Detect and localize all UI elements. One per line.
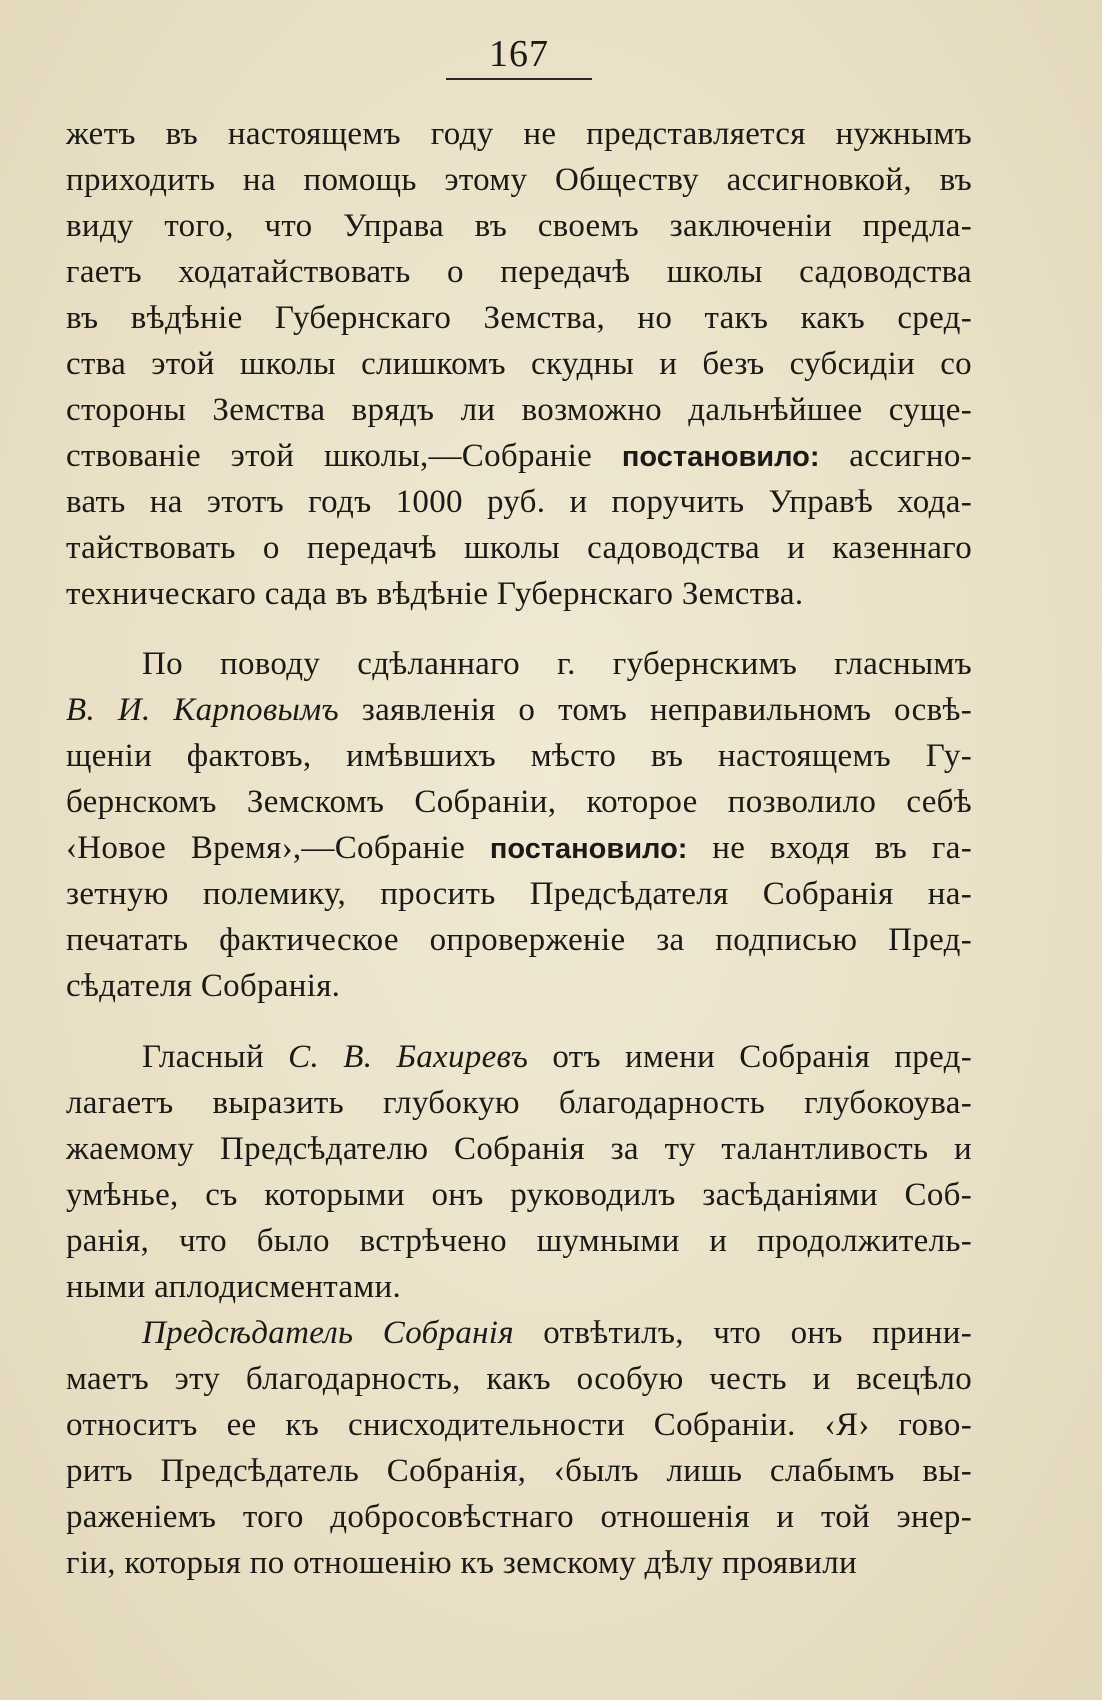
line-text: ствованiе этой школы,—Собранiе — [66, 438, 622, 474]
line-text: вать на этотъ годъ 1000 руб. и поручить Управѣ хода- — [66, 484, 972, 520]
page-number-rule — [446, 78, 592, 80]
text-line — [66, 1218, 972, 1264]
line-text: умѣнье, съ которыми онъ руководилъ засѣданiями Соб- — [66, 1177, 972, 1213]
text-line — [66, 963, 972, 1009]
text-line — [66, 871, 972, 917]
line-text: не входя въ га- — [687, 830, 972, 866]
line-text: Гласный — [142, 1039, 289, 1075]
text-line — [66, 571, 972, 617]
text-line — [66, 479, 972, 525]
text-line — [66, 687, 972, 733]
text-line — [66, 825, 972, 871]
line-text: жетъ въ настоящемъ году не представляется нужнымъ — [66, 116, 972, 152]
text-line — [66, 641, 972, 687]
text-line — [66, 295, 972, 341]
text-line — [66, 1126, 972, 1172]
line-text: По поводу сдѣланнаго г. губернскимъ гласнымъ — [142, 646, 972, 682]
text-line — [66, 1172, 972, 1218]
line-text: ранiя, что было встрѣчено шумными и продолжитель- — [66, 1223, 972, 1259]
text-line — [66, 1448, 972, 1494]
line-text: отвѣтилъ, что онъ прини- — [513, 1315, 972, 1351]
text-line — [66, 111, 972, 157]
line-text: ритъ Предсѣдатель Собранiя, ‹былъ лишь слабымъ вы- — [66, 1453, 972, 1489]
line-text: маетъ эту благодарность, какъ особую честь и всецѣло — [66, 1361, 972, 1397]
paragraph-karpov-statement — [66, 641, 972, 1009]
line-text: ства этой школы слишкомъ скудны и безъ субсидiи со — [66, 346, 972, 382]
line-text: жаемому Предсѣдателю Собранiя за ту талантливость и — [66, 1131, 972, 1167]
line-text: печатать фактическое опроверженiе за подписью Пред- — [66, 922, 972, 958]
name-text: Предсѣдатель Собранiя — [142, 1315, 514, 1351]
name-text: В. И. Карповымъ — [66, 692, 339, 728]
line-text: заявленiя о томъ неправильномъ освѣ- — [338, 692, 973, 728]
line-text: зетную полемику, просить Предсѣдателя Собранiя на- — [66, 876, 972, 912]
line-text: приходить на помощь этому Обществу ассигновкой, въ — [66, 162, 972, 198]
text-line — [66, 1540, 972, 1586]
line-text: относитъ ее къ снисходительности Собранiи. ‹Я› гово- — [66, 1407, 972, 1443]
line-text: гiи, которыя по отношенiю къ земскому дѣлу проявили — [66, 1545, 857, 1581]
text-line — [66, 917, 972, 963]
line-text: ассигно- — [819, 438, 972, 474]
emphasis-text: постановило: — [621, 441, 820, 473]
line-text: сѣдателя Собранiя. — [66, 968, 341, 1004]
line-text: стороны Земства врядъ ли возможно дальнѣйшее суще- — [66, 392, 972, 428]
text-line — [66, 341, 972, 387]
line-text: въ вѣдѣнiе Губернскаго Земства, но такъ какъ сред- — [66, 300, 972, 336]
line-text: лагаетъ выразить глубокую благодарность глубокоува- — [66, 1085, 972, 1121]
line-text: раженiемъ того добросовѣстнаго отношенiя и той энер- — [66, 1499, 972, 1535]
line-text: ‹Новое Время›,—Собранiе — [66, 830, 490, 866]
text-line — [66, 1356, 972, 1402]
text-line — [66, 1034, 972, 1080]
emphasis-text: постановило: — [489, 833, 688, 865]
line-text: тайствовать о передачѣ школы садоводства и казеннаго — [66, 530, 972, 566]
line-text: щенiи фактовъ, имѣвшихъ мѣсто въ настоящемъ Гу- — [66, 738, 972, 774]
text-line — [66, 779, 972, 825]
line-text: виду того, что Управа въ своемъ заключенiи предла- — [66, 208, 972, 244]
line-text: гаетъ ходатайствовать о передачѣ школы садоводства — [66, 254, 972, 290]
paragraph-bakhirev-gratitude — [66, 1034, 972, 1310]
text-line — [66, 1310, 972, 1356]
paragraph-chairman-reply — [66, 1310, 972, 1586]
text-line — [66, 157, 972, 203]
text-line — [66, 1494, 972, 1540]
text-line — [66, 433, 972, 479]
text-line — [66, 249, 972, 295]
page-number: 167 — [489, 33, 549, 75]
text-line — [66, 203, 972, 249]
paragraph-school-of-gardening — [66, 111, 972, 617]
text-line — [66, 1402, 972, 1448]
name-text: С. В. Бахиревъ — [288, 1039, 529, 1075]
text-line — [66, 525, 972, 571]
line-text: техническаго сада въ вѣдѣнiе Губернскаго Земства. — [66, 576, 804, 612]
text-line — [66, 1080, 972, 1126]
line-text: отъ имени Собранiя пред- — [528, 1039, 972, 1075]
line-text: бернскомъ Земскомъ Собранiи, которое позволило себѣ — [66, 784, 972, 820]
text-line — [66, 387, 972, 433]
text-line — [66, 1264, 972, 1310]
line-text: ными аплодисментами. — [66, 1269, 402, 1305]
text-line — [66, 733, 972, 779]
